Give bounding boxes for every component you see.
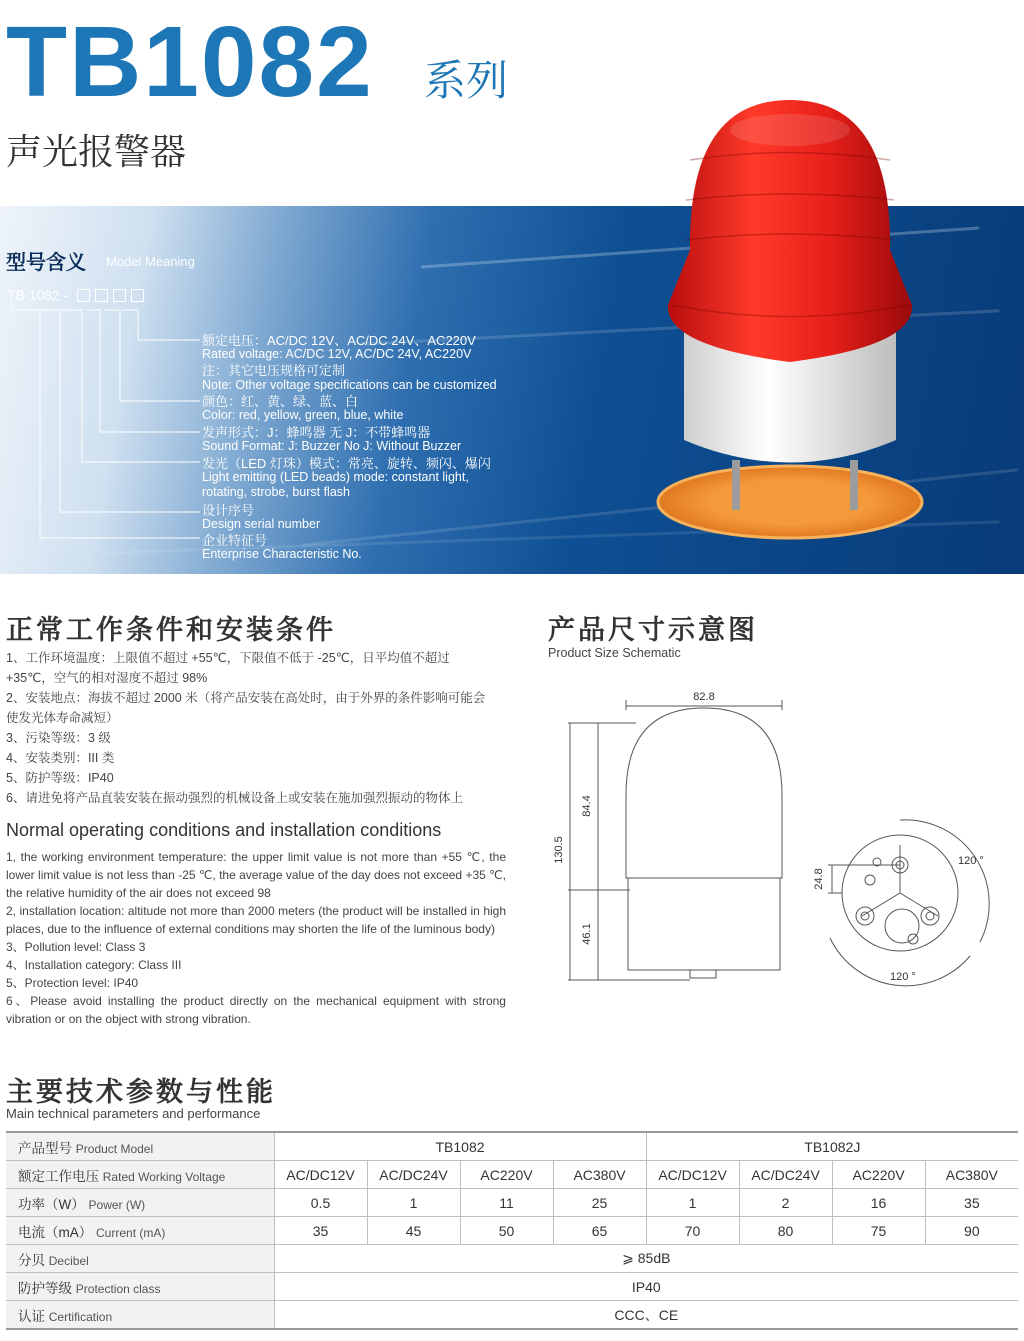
table-cell: 90 bbox=[925, 1217, 1018, 1245]
table-cell: 75 bbox=[832, 1217, 925, 1245]
model-meaning-title: 型号含义 bbox=[6, 252, 86, 274]
mm-sound-cn: 发声形式：J：蜂鸣器 无 J：不带蜂鸣器 bbox=[202, 425, 431, 440]
row-label-cn: 认证 bbox=[18, 1308, 45, 1324]
condition-en-item: 5、Protection level: IP40 bbox=[6, 976, 139, 990]
tech-params-title: 主要技术参数与性能 bbox=[6, 1077, 276, 1107]
dim-total-label: 130.5 bbox=[553, 836, 565, 864]
row-label-en: Protection class bbox=[75, 1281, 161, 1296]
table-cell: 25 bbox=[553, 1189, 646, 1217]
row-label-cn: 电流（mA） bbox=[18, 1224, 93, 1240]
model-meaning-leader-lines bbox=[0, 300, 210, 550]
row-label-en: Product Model bbox=[75, 1141, 154, 1156]
row-label-en: Certification bbox=[48, 1309, 113, 1324]
row-label-cn: 分贝 bbox=[18, 1252, 45, 1268]
row-label-cn: 功率（W） bbox=[18, 1196, 85, 1212]
row-label bbox=[6, 1189, 274, 1217]
series-label: 系列 bbox=[424, 57, 509, 104]
table-row bbox=[6, 1189, 1018, 1217]
row-label-en: Rated Working Voltage bbox=[102, 1169, 226, 1184]
mm-color-en: Color: red, yellow, green, blue, white bbox=[202, 408, 404, 422]
condition-cn-line: 2、安装地点：海拔不超过 2000 米（将产品安装在高处时，由于外界的条件影响可能会 bbox=[6, 691, 486, 705]
condition-en-item: 6、Please avoid installing the product directly on the mechanical equipment with strong vibration or on the object with strong vibration. bbox=[6, 994, 506, 1026]
mm-color-cn: 颜色：红、黄、绿、蓝、白 bbox=[202, 394, 359, 409]
size-schematic-title-en: Product Size Schematic bbox=[548, 646, 681, 660]
table-row bbox=[6, 1245, 1018, 1273]
table-cell: 1 bbox=[367, 1189, 460, 1217]
table-cell: 70 bbox=[646, 1217, 739, 1245]
conditions-cn-text bbox=[6, 648, 506, 808]
mm-enterprise-en: Enterprise Characteristic No. bbox=[202, 547, 362, 561]
mm-serial-en: Design serial number bbox=[202, 517, 321, 531]
mm-light-en-2: rotating, strobe, burst flash bbox=[202, 485, 350, 499]
row-label-en: Current (mA) bbox=[96, 1225, 166, 1240]
conditions-en-text bbox=[6, 848, 506, 1028]
tech-params-title-en: Main technical parameters and performance bbox=[6, 1106, 261, 1121]
table-cell: TB1082 bbox=[274, 1132, 646, 1161]
table-cell: AC220V bbox=[832, 1161, 925, 1189]
dim-angle-top-label: 120 ° bbox=[958, 855, 984, 867]
row-label-cn: 防护等级 bbox=[18, 1280, 72, 1296]
table-cell: AC/DC12V bbox=[646, 1161, 739, 1189]
spec-table bbox=[6, 1131, 1018, 1330]
table-cell: AC380V bbox=[925, 1161, 1018, 1189]
table-row bbox=[6, 1132, 1018, 1161]
row-label-cn: 产品型号 bbox=[18, 1140, 72, 1156]
table-cell: IP40 bbox=[274, 1273, 1018, 1301]
table-cell: 50 bbox=[460, 1217, 553, 1245]
condition-cn-line: 使发光体寿命减短） bbox=[6, 711, 119, 725]
table-cell: 35 bbox=[925, 1189, 1018, 1217]
row-label-en: Power (W) bbox=[88, 1197, 146, 1212]
row-label bbox=[6, 1245, 274, 1273]
table-cell: AC380V bbox=[553, 1161, 646, 1189]
mm-voltage-cn: 额定电压：AC/DC 12V、AC/DC 24V、AC220V bbox=[202, 333, 476, 348]
table-cell: 2 bbox=[739, 1189, 832, 1217]
table-cell: AC/DC24V bbox=[367, 1161, 460, 1189]
table-row bbox=[6, 1273, 1018, 1301]
condition-en-item: 1, the working environment temperature: the upper limit value is not more than +55 ℃, the lower limit value is not less than -25 ℃, the average value of the day does not exceed +35 ℃, the relative humidity of the air does not exceed 98 bbox=[6, 850, 506, 900]
table-cell: 11 bbox=[460, 1189, 553, 1217]
alarm-lamp-image bbox=[640, 100, 940, 540]
table-cell: 80 bbox=[739, 1217, 832, 1245]
conditions-title-en: Normal operating conditions and installation conditions bbox=[6, 820, 442, 840]
table-cell: AC/DC24V bbox=[739, 1161, 832, 1189]
conditions-title: 正常工作条件和安装条件 bbox=[6, 615, 336, 645]
condition-cn-line: 5、防护等级：IP40 bbox=[6, 771, 114, 785]
table-cell: 16 bbox=[832, 1189, 925, 1217]
table-row bbox=[6, 1161, 1018, 1189]
table-cell: 65 bbox=[553, 1217, 646, 1245]
row-label-cn: 额定工作电压 bbox=[18, 1168, 99, 1184]
mm-sound-en: Sound Format: J: Buzzer No J: Without Buzzer bbox=[202, 439, 462, 453]
condition-en-item: 3、Pollution level: Class 3 bbox=[6, 940, 146, 954]
row-label bbox=[6, 1273, 274, 1301]
mm-light-en-1: Light emitting (LED beads) mode: constant light, bbox=[202, 470, 469, 484]
dim-width-label: 82.8 bbox=[693, 691, 715, 703]
row-label-en: Decibel bbox=[48, 1253, 89, 1268]
condition-cn-line: 1、工作环境温度：上限值不超过 +55℃，下限值不低于 -25℃，日平均值不超过 bbox=[6, 651, 450, 665]
mm-note-cn: 注：其它电压规格可定制 bbox=[202, 363, 346, 378]
row-label bbox=[6, 1217, 274, 1245]
table-cell: ⩾ 85dB bbox=[274, 1245, 1018, 1273]
table-cell: AC220V bbox=[460, 1161, 553, 1189]
row-label bbox=[6, 1301, 274, 1330]
product-model-title: TB1082 bbox=[6, 6, 374, 118]
mm-enterprise-cn: 企业特征号 bbox=[202, 533, 268, 548]
table-row bbox=[6, 1301, 1018, 1330]
row-label bbox=[6, 1161, 274, 1189]
dim-dome-label: 84.4 bbox=[581, 795, 593, 817]
product-subtitle: 声光报警器 bbox=[6, 131, 187, 172]
mm-voltage-en: Rated voltage: AC/DC 12V, AC/DC 24V, AC220V bbox=[202, 347, 472, 361]
condition-cn-line: 4、安装类别：III 类 bbox=[6, 751, 115, 765]
condition-en-item: 2, installation location: altitude not more than 2000 meters (the product will be installed in high places, due to the influence of external conditions may shorten the life of the luminous body) bbox=[6, 904, 506, 936]
table-cell: 35 bbox=[274, 1217, 367, 1245]
dim-hole-label: 24.8 bbox=[813, 868, 825, 890]
table-cell: 1 bbox=[646, 1189, 739, 1217]
mm-serial-cn: 设计序号 bbox=[202, 503, 255, 518]
model-meaning-title-en: Model Meaning bbox=[106, 254, 195, 269]
dim-angle-bottom-label: 120 ° bbox=[890, 971, 916, 983]
table-row bbox=[6, 1217, 1018, 1245]
dimension-drawing bbox=[540, 680, 1020, 1000]
condition-en-item: 4、Installation category: Class III bbox=[6, 958, 182, 972]
table-cell: AC/DC12V bbox=[274, 1161, 367, 1189]
table-cell: TB1082J bbox=[646, 1132, 1018, 1161]
table-cell: CCC、CE bbox=[274, 1301, 1018, 1330]
row-label bbox=[6, 1132, 274, 1161]
table-cell: 0.5 bbox=[274, 1189, 367, 1217]
model-code: TB 1082 - bbox=[7, 287, 69, 303]
size-schematic-title: 产品尺寸示意图 bbox=[548, 615, 758, 645]
condition-cn-line: +35℃，空气的相对湿度不超过 98% bbox=[6, 671, 208, 685]
dim-base-label: 46.1 bbox=[581, 923, 593, 945]
mm-note-en: Note: Other voltage specifications can be customized bbox=[202, 378, 497, 392]
condition-cn-line: 3、污染等级：3 级 bbox=[6, 731, 111, 745]
mm-light-cn: 发光（LED 灯珠）模式：常亮、旋转、频闪、爆闪 bbox=[202, 456, 491, 471]
condition-cn-line: 6、请进免将产品直装安装在振动强烈的机械设备上或安装在施加强烈振动的物体上 bbox=[6, 791, 463, 805]
table-cell: 45 bbox=[367, 1217, 460, 1245]
